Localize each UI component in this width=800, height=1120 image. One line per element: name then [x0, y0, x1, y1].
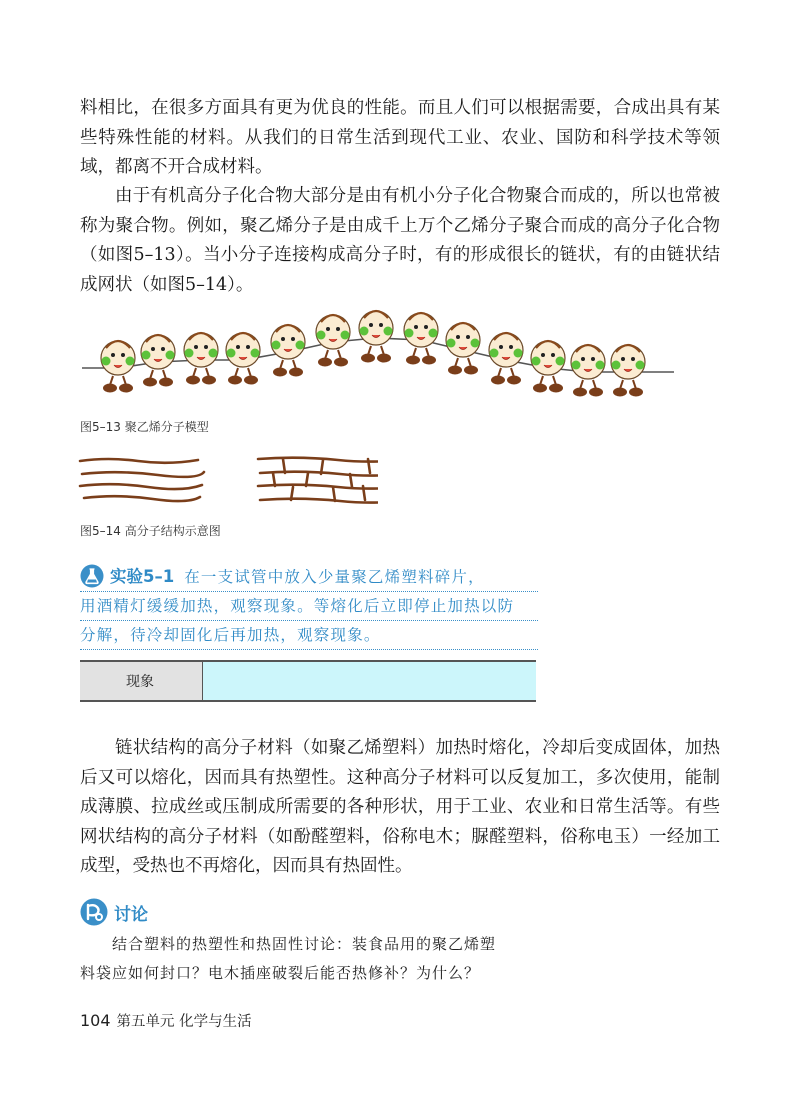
experiment-line-3: 分解，待冷却固化后再加热，观察现象。 [80, 621, 538, 650]
chain-line [80, 484, 202, 489]
observation-label: 现象 [80, 661, 202, 701]
molecule-figure [571, 345, 605, 397]
paragraph-thermoplastic: 链状结构的高分子材料（如聚乙烯塑料）加热时熔化，冷却后变成固体，加热后又可以熔化，因而具有热塑性。这种高分子材料可以反复加工，多次使用，能制成薄膜、拉成丝或压制成所需要的各种形状，用于工业、农业和日常生活等。有些网状结构的高分子材料（如酚醛塑料，俗称电木；脲醛塑料，俗称电玉）一经加工成型，受热也不再熔化，因而具有热固性。 [80, 738, 720, 876]
network-structure [258, 458, 378, 503]
chain-line [80, 459, 198, 463]
figure-5-13-caption: 图5–13 聚乙烯分子模型 [80, 420, 209, 434]
chain-line [84, 496, 200, 501]
molecule-figure [489, 333, 523, 385]
page-footer [80, 1010, 252, 1031]
network-chain [260, 499, 378, 503]
molecule-figure [446, 323, 480, 375]
page-number: 104 [80, 1011, 111, 1030]
paragraph-synthetic-materials: 料相比，在很多方面具有更为优良的性能。而且人们可以根据需要，合成出具有某些特殊性能的材料。从我们的日常生活到现代工业、农业、国防和科学技术等领域，都离不开合成材料。 [80, 98, 720, 177]
figure-5-14-caption: 图5–14 高分子结构示意图 [80, 524, 221, 538]
linear-chains [80, 459, 204, 501]
polymer-structure-figure [78, 452, 378, 508]
polyethylene-model-figure [78, 300, 678, 420]
unit-title: 第五单元 化学与生活 [116, 1014, 252, 1030]
molecule-figure [184, 333, 218, 385]
molecule-figure [531, 341, 565, 393]
experiment-text-1: 在一支试管中放入少量聚乙烯塑料碎片， [184, 568, 485, 586]
discussion-icon [80, 898, 108, 926]
network-chain [260, 472, 378, 476]
discussion-line-1: 结合塑料的热塑性和热固性讨论：装食品用的聚乙烯塑 [112, 935, 497, 953]
network-chain [258, 458, 378, 462]
experiment-title: 实验5–1 [110, 567, 175, 586]
molecule-figure [226, 333, 260, 385]
discussion-title: 讨论 [114, 904, 148, 925]
discussion-header [80, 898, 148, 926]
discussion-line-2: 料袋应如何封口？电木插座破裂后能否热修补？为什么？ [80, 964, 481, 982]
paragraph-polymers: 由于有机高分子化合物大部分是由有机小分子化合物聚合而成的，所以也常被称为聚合物。例如，聚乙烯分子是由成千上万个乙烯分子聚合而成的高分子化合物（如图5–13）。当小分子连接构成高分子时，有的形成很长的链状，有的由链状结成网状（如图5–14）。 [80, 186, 720, 295]
experiment-line-1 [80, 563, 538, 592]
molecule-figure [611, 345, 645, 397]
chain-line [82, 472, 204, 477]
flask-icon [80, 564, 104, 588]
molecule-figure [404, 313, 438, 365]
molecule-figure [101, 341, 135, 393]
molecule-figure [271, 325, 305, 377]
experiment-line-2: 用酒精灯缓缓加热，观察现象。等熔化后立即停止加热以防 [80, 592, 538, 621]
observation-table [80, 660, 536, 702]
molecule-figure [316, 315, 350, 367]
discussion-body [80, 930, 540, 988]
molecule-figure [359, 311, 393, 363]
molecule-figure [141, 335, 175, 387]
observation-cell[interactable] [202, 661, 536, 701]
